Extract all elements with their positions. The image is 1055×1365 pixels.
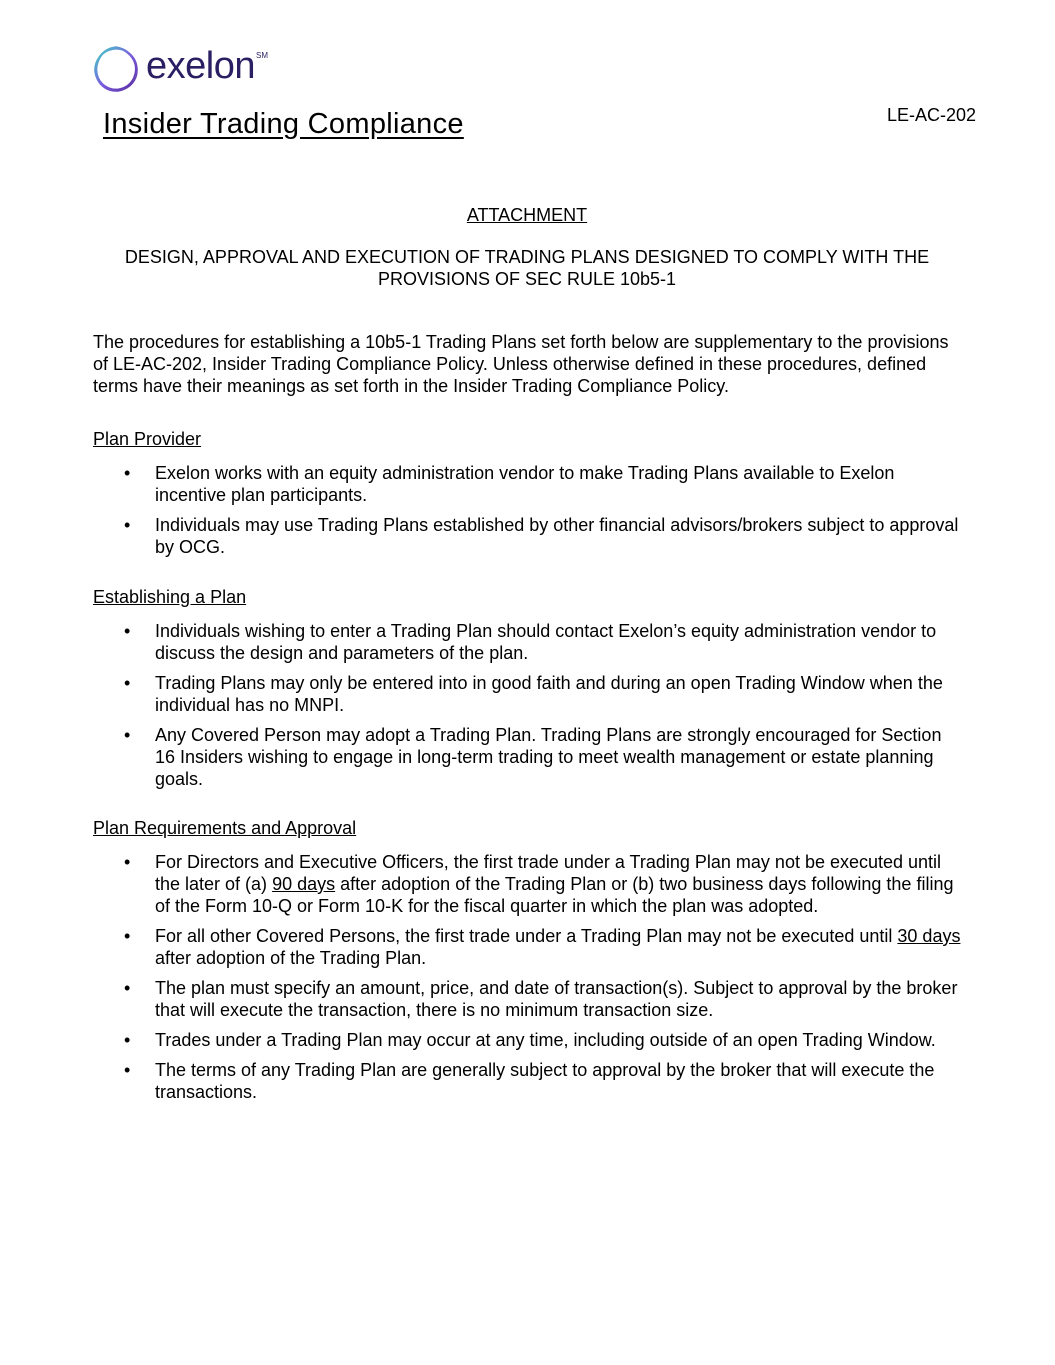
list-item-text: The plan must specify an amount, price, and date of transaction(s). Subject to approval by the broker that will execute the transaction, there is no minimum transaction size. — [155, 978, 958, 1020]
list-item — [93, 977, 961, 1021]
list-item — [93, 620, 961, 664]
text-part: after adoption of the Trading Plan or (b) two business days following the filing of the Form 10-Q or Form 10-K for the fiscal quarter in which the plan was adopted. — [155, 874, 954, 916]
list-item-text: The terms of any Trading Plan are generally subject to approval by the broker that will execute the transactions. — [155, 1060, 935, 1102]
document-code: LE-AC-202 — [886, 105, 976, 125]
exelon-ring-icon — [92, 44, 140, 94]
exelon-logo — [92, 44, 268, 94]
list-item — [93, 1029, 961, 1051]
list-item — [93, 672, 961, 716]
bullet-icon: • — [124, 926, 131, 946]
list-item — [93, 462, 961, 506]
list-item-text: Exelon works with an equity administration vendor to make Trading Plans available to Exelon incentive plan participants. — [155, 463, 895, 505]
intro-paragraph: The procedures for establishing a 10b5-1 Trading Plans set forth below are supplementary to the provisions of LE-AC-202, Insider Trading Compliance Policy. Unless otherwise defined in these procedures, defined terms have their meanings as set forth in the Insider Trading Compliance Policy. — [93, 332, 949, 396]
attachment-label: ATTACHMENT — [466, 205, 588, 225]
requirements-list — [93, 851, 961, 1111]
bullet-icon: • — [124, 621, 131, 641]
bullet-icon: • — [124, 1030, 131, 1050]
list-item-text: Trading Plans may only be entered into in good faith and during an open Trading Window when the individual has no MNPI. — [155, 673, 943, 715]
bullet-icon: • — [124, 852, 131, 872]
list-item — [93, 1059, 961, 1103]
list-item — [93, 925, 961, 969]
list-item-text: Any Covered Person may adopt a Trading Plan. Trading Plans are strongly encouraged for Section 16 Insiders wishing to engage in long-term trading to meet wealth management or estate planning goals. — [155, 725, 942, 789]
text-part: For all other Covered Persons, the first trade under a Trading Plan may not be executed until — [155, 926, 898, 946]
list-item — [93, 514, 961, 558]
bullet-icon: • — [124, 1060, 131, 1080]
list-item-text: Individuals wishing to enter a Trading Plan should contact Exelon’s equity administration vendor to discuss the design and parameters of the plan. — [155, 621, 937, 663]
list-item-text — [155, 926, 960, 968]
section-heading-requirements: Plan Requirements and Approval — [93, 818, 357, 838]
list-item — [93, 724, 961, 790]
list-item-text: Individuals may use Trading Plans established by other financial advisors/brokers subject to approval by OCG. — [155, 515, 959, 557]
logo-service-mark: SM — [255, 50, 268, 60]
logo-wordmark: exelon — [146, 45, 255, 87]
bullet-icon: • — [124, 673, 131, 693]
bullet-icon: • — [124, 463, 131, 483]
underlined-term: 30 days — [897, 926, 961, 946]
section-heading-plan-provider: Plan Provider — [93, 429, 202, 449]
establishing-list — [93, 620, 961, 798]
bullet-icon: • — [124, 515, 131, 535]
bullet-icon: • — [124, 978, 131, 998]
underlined-term: 90 days — [272, 874, 336, 894]
attachment-subtitle: DESIGN, APPROVAL AND EXECUTION OF TRADING PLANS DESIGNED TO COMPLY WITH THE PROVISIONS OF SEC RULE 10b5-1 — [124, 247, 930, 289]
list-item — [93, 851, 961, 917]
section-heading-establishing: Establishing a Plan — [93, 587, 247, 607]
text-part: For Directors and Executive Officers, the first trade under a Trading Plan may not be executed until the later of (a) — [155, 852, 942, 894]
list-item-text — [155, 852, 953, 916]
document-title: Insider Trading Compliance — [103, 108, 464, 140]
list-item-text: Trades under a Trading Plan may occur at any time, including outside of an open Trading Window. — [155, 1030, 936, 1050]
bullet-icon: • — [124, 725, 131, 745]
text-part: after adoption of the Trading Plan. — [155, 948, 427, 968]
plan-provider-list — [93, 462, 961, 566]
